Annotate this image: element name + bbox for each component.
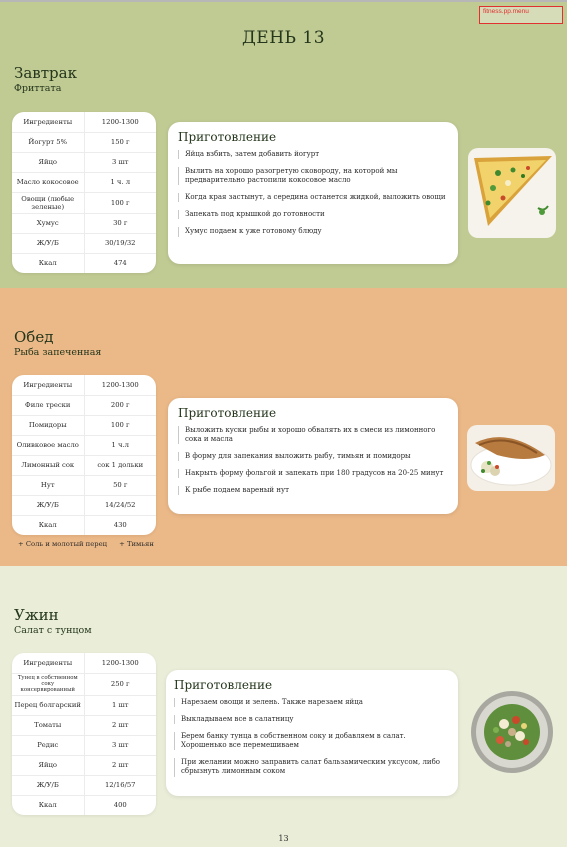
extra-item: + Тимьян xyxy=(119,540,154,548)
prep-step: Яйца взбить, затем добавить йогурт xyxy=(178,150,448,159)
ingredient-amount: 50 г xyxy=(113,481,128,489)
ingredient-amount: 200 г xyxy=(110,401,130,409)
extra-item: + Соль и молотый перец xyxy=(18,540,107,548)
ingredient-name: Овощи (любые зеленые) xyxy=(12,192,84,213)
ingredient-amount: 2 шт xyxy=(111,721,129,729)
baked-fish-photo xyxy=(467,425,555,491)
ingredient-name: Масло кокосовое xyxy=(12,172,84,192)
day-title: ДЕНЬ 13 xyxy=(241,28,326,48)
prep-step: Выложить куски рыбы и хорошо обвалять их в смеси из лимонного сока и масла xyxy=(178,426,448,444)
table-row xyxy=(12,775,156,795)
table-row xyxy=(12,152,156,172)
ingredient-name: Хумус xyxy=(12,213,84,233)
prep-step: При желании можно заправить салат бальзамическим уксусом, либо сбрызнуть лимонным соком xyxy=(174,758,450,776)
table-row xyxy=(12,192,156,213)
ingredient-amount: 100 г xyxy=(110,421,130,429)
ingredient-name: Нут xyxy=(12,475,84,495)
prep-step: К рыбе подаем вареный нут xyxy=(178,486,448,495)
dinner-prep-title: Приготовление xyxy=(174,678,273,692)
tuna-salad-photo xyxy=(470,690,554,774)
dinner-steps xyxy=(174,698,450,777)
lunch-prep-title: Приготовление xyxy=(178,406,277,420)
lunch-subtitle: Рыба запеченная xyxy=(14,347,102,358)
ingredient-amount: 1 ч. л xyxy=(110,178,131,186)
table-row xyxy=(12,515,156,535)
breakfast-section xyxy=(0,0,567,288)
ingredient-amount: 3 шт xyxy=(111,158,129,166)
table-header-row xyxy=(12,653,156,673)
table-row xyxy=(12,172,156,192)
ingredient-name: Йогурт 5% xyxy=(12,132,84,152)
table-row xyxy=(12,455,156,475)
lunch-ingredients-card xyxy=(12,375,156,535)
ingredient-amount: сок 1 дольки xyxy=(97,461,144,469)
page-number: 13 xyxy=(278,834,289,843)
prep-step: Вылить на хорошо разогретую сковороду, на которой мы предварительно растопили кокосовое масло xyxy=(178,167,448,185)
header-calories-range: 1200-1300 xyxy=(101,380,139,389)
ingredient-amount: 430 xyxy=(113,521,127,530)
ingredient-name: Помидоры xyxy=(12,415,84,435)
lunch-prep-card xyxy=(168,398,458,514)
table-row xyxy=(12,735,156,755)
dinner-title: Ужин xyxy=(14,606,59,624)
table-header-row xyxy=(12,375,156,395)
header-ingredients: Ингредиенты xyxy=(12,653,84,673)
header-ingredients: Ингредиенты xyxy=(12,112,84,132)
table-header-row xyxy=(12,112,156,132)
table-row xyxy=(12,695,156,715)
header-calories-range: 1200-1300 xyxy=(101,658,139,667)
dinner-section xyxy=(0,566,567,847)
ingredient-name: Тунец в собственном соку консервированный xyxy=(12,673,84,695)
ingredient-name: Ж/У/Б xyxy=(12,495,84,515)
ingredient-amount: 474 xyxy=(113,259,127,268)
table-row xyxy=(12,475,156,495)
table-row xyxy=(12,673,156,695)
prep-step: В форму для запекания выложить рыбу, тимьян и помидоры xyxy=(178,452,448,461)
ingredient-amount: 2 шт xyxy=(111,761,129,769)
breakfast-title: Завтрак xyxy=(14,64,77,82)
table-row xyxy=(12,435,156,455)
ingredient-amount: 1 ч.л xyxy=(111,441,129,449)
ingredient-amount: 1 шт xyxy=(111,701,129,709)
header-calories-range: 1200-1300 xyxy=(101,117,139,126)
prep-step: Хумус подаем к уже готовому блюду xyxy=(178,227,448,236)
ingredient-name: Ккал xyxy=(12,515,84,535)
ingredient-name: Редис xyxy=(12,735,84,755)
table-row xyxy=(12,395,156,415)
ingredient-amount: 3 шт xyxy=(111,741,129,749)
table-row xyxy=(12,715,156,735)
ingredient-name: Яйцо xyxy=(12,152,84,172)
breakfast-prep-title: Приготовление xyxy=(178,130,277,144)
prep-step: Запекать под крышкой до готовности xyxy=(178,210,448,219)
ingredient-name: Перец болгарский xyxy=(12,695,84,715)
lunch-title: Обед xyxy=(14,328,54,346)
ingredient-name: Ккал xyxy=(12,795,84,815)
ingredient-amount: 150 г xyxy=(110,138,130,146)
ingredient-name: Томаты xyxy=(12,715,84,735)
breakfast-steps xyxy=(178,150,448,237)
ingredient-amount: 12/16/57 xyxy=(104,781,136,789)
dinner-subtitle: Салат с тунцом xyxy=(14,625,92,636)
dinner-prep-card xyxy=(166,670,458,796)
ingredient-name: Оливковое масло xyxy=(12,435,84,455)
prep-step: Когда края застынут, а середина останется жидкой, выложить овощи xyxy=(178,193,448,202)
lunch-ingredients-table xyxy=(12,375,156,535)
table-row xyxy=(12,755,156,775)
prep-step: Выкладываем все в салатницу xyxy=(174,715,450,724)
breakfast-prep-card xyxy=(168,122,458,264)
ingredient-amount: 30/19/32 xyxy=(104,239,136,247)
prep-step: Нарезаем овощи и зелень. Также нарезаем яйца xyxy=(174,698,450,707)
lunch-section xyxy=(0,288,567,566)
table-row xyxy=(12,495,156,515)
frittata-photo xyxy=(468,148,556,238)
lunch-steps xyxy=(178,426,448,495)
dinner-ingredients-table xyxy=(12,653,156,815)
ingredient-name: Лимонный сок xyxy=(12,455,84,475)
breakfast-subtitle: Фриттата xyxy=(14,83,62,94)
breakfast-ingredients-table xyxy=(12,112,156,273)
breakfast-ingredients-card xyxy=(12,112,156,273)
table-row xyxy=(12,253,156,273)
ingredient-name: Ж/У/Б xyxy=(12,233,84,253)
table-row xyxy=(12,233,156,253)
dinner-ingredients-card xyxy=(12,653,156,815)
ingredient-amount: 30 г xyxy=(113,219,128,227)
ingredient-name: Яйцо xyxy=(12,755,84,775)
ingredient-name: Ж/У/Б xyxy=(12,775,84,795)
table-row xyxy=(12,795,156,815)
prep-step: Накрыть форму фольгой и запекать при 180 градусов на 20-25 минут xyxy=(178,469,448,478)
lunch-extras xyxy=(18,540,164,548)
ingredient-name: Ккал xyxy=(12,253,84,273)
ingredient-amount: 100 г xyxy=(110,198,130,207)
table-row xyxy=(12,213,156,233)
ingredient-amount: 400 xyxy=(113,801,127,810)
table-row xyxy=(12,132,156,152)
table-row xyxy=(12,415,156,435)
ingredient-amount: 250 г xyxy=(110,680,130,688)
ingredient-amount: 14/24/52 xyxy=(104,501,136,509)
prep-step: Берем банку тунца в собственном соку и добавляем в салат. Хорошенько все перемешиваем xyxy=(174,732,450,750)
header-ingredients: Ингредиенты xyxy=(12,375,84,395)
ingredient-name: Филе трески xyxy=(12,395,84,415)
watermark: fitness.pp.menu xyxy=(479,6,563,24)
